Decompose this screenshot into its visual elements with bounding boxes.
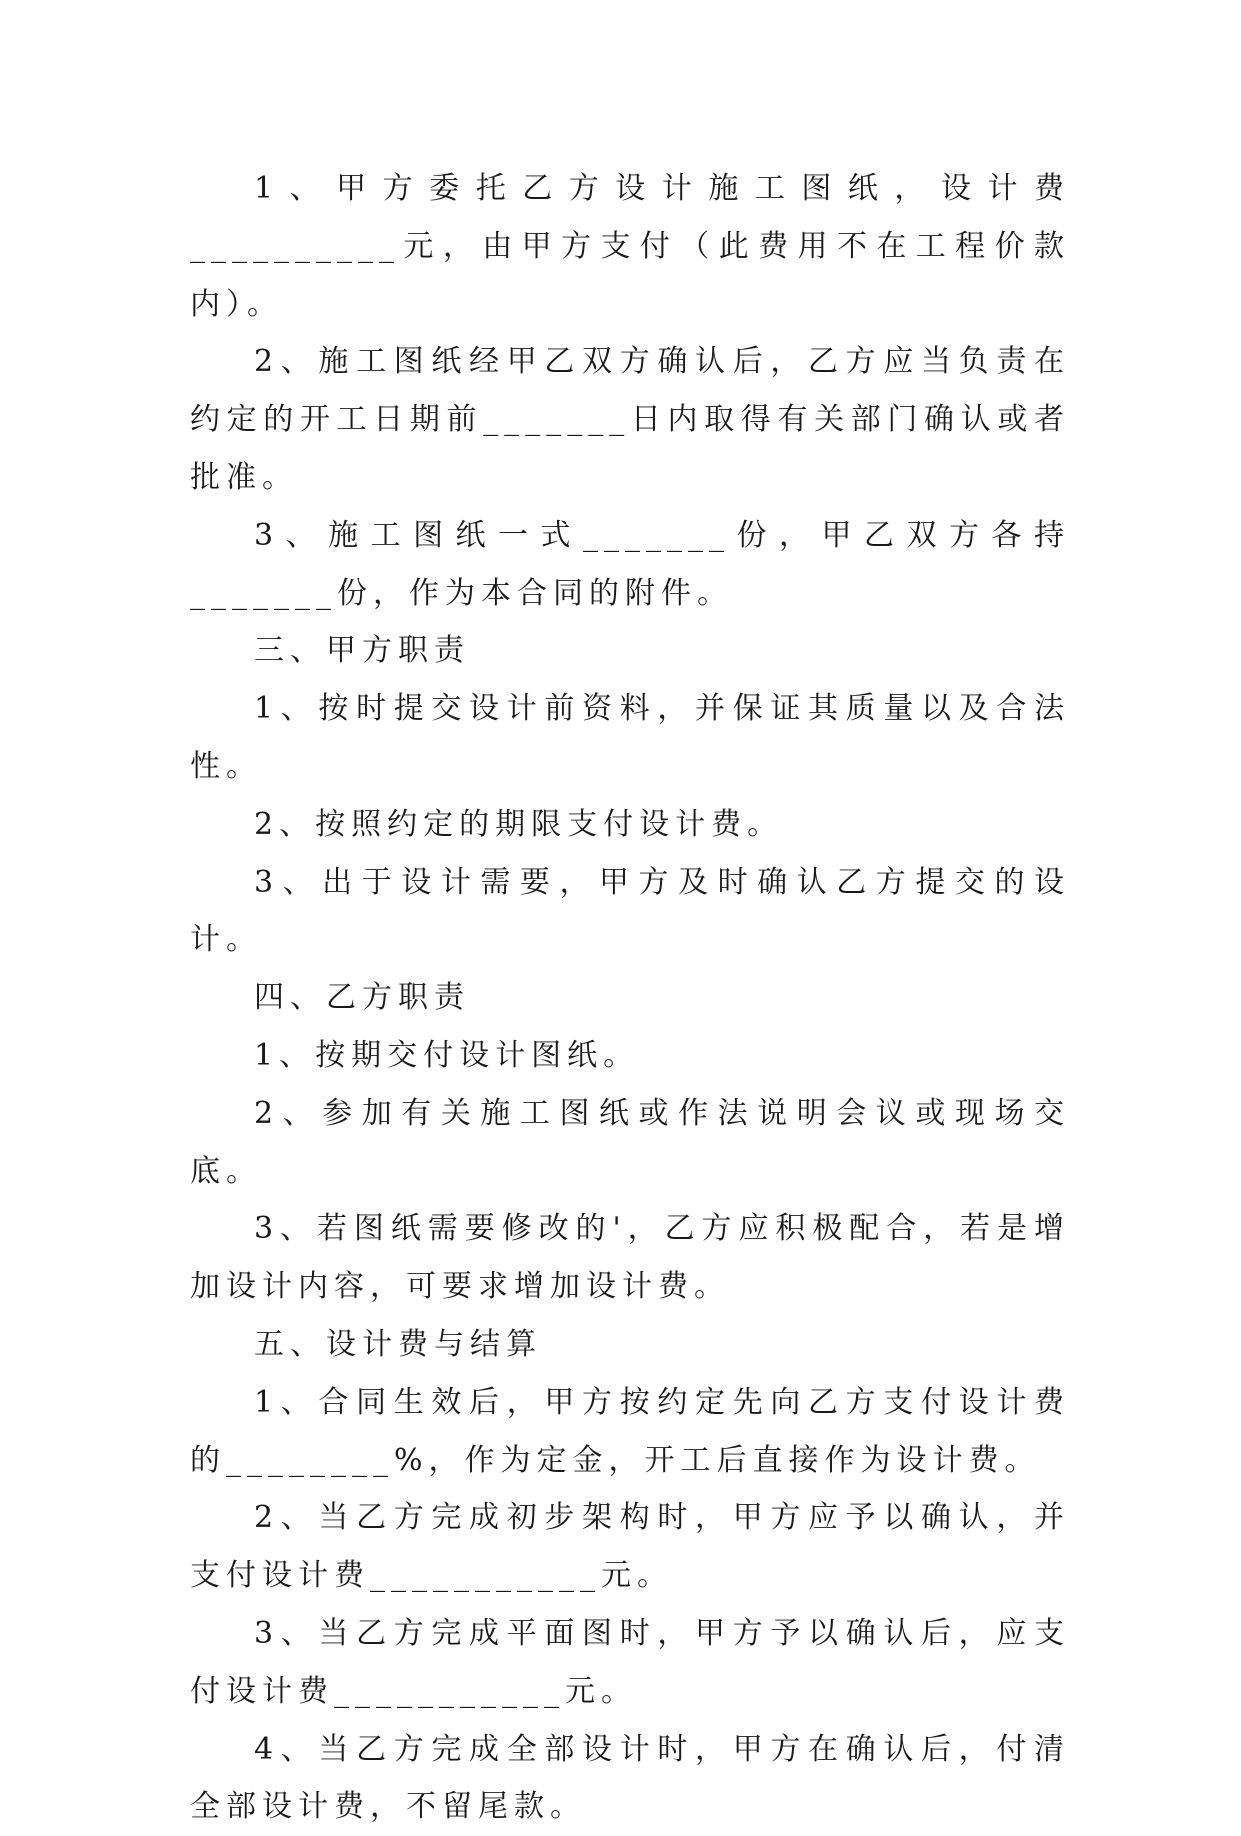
paragraph-fee-1: 1、合同生效后，甲方按约定先向乙方支付设计费的________%，作为定金，开工后直接作为设计费。: [190, 1384, 1070, 1478]
section-heading-party-b: 四、乙方职责: [254, 980, 470, 1016]
paragraph-design-fee: 1、甲方委托乙方设计施工图纸，设计费__________元，由甲方支付（此费用不在工程价款内）。: [190, 171, 1070, 322]
section-heading-fee-settlement: 五、设计费与结算: [254, 1326, 542, 1362]
paragraph-party-b-3: 3、若图纸需要修改的'，乙方应积极配合，若是增加设计内容，可要求增加设计费。: [190, 1211, 1070, 1305]
paragraph-fee-4: 4、当乙方完成全部设计时，甲方在确认后，付清全部设计费，不留尾款。: [190, 1731, 1070, 1825]
paragraph-party-b-2: 2、参加有关施工图纸或作法说明会议或现场交底。: [190, 1095, 1070, 1189]
paragraph-party-a-3: 3、出于设计需要，甲方及时确认乙方提交的设计。: [190, 864, 1070, 958]
paragraph-approval: 2、施工图纸经甲乙双方确认后，乙方应当负责在约定的开工日期前_______日内取得有关部门确认或者批准。: [190, 344, 1070, 495]
document-body: [190, 160, 1070, 1836]
paragraph-copies: 3、施工图纸一式_______份，甲乙双方各持_______份，作为本合同的附件。: [190, 517, 1070, 611]
paragraph-party-a-2: 2、按照约定的期限支付设计费。: [254, 806, 784, 842]
paragraph-fee-3: 3、当乙方完成平面图时，甲方予以确认后，应支付设计费___________元。: [190, 1615, 1070, 1709]
paragraph-fee-2: 2、当乙方完成初步架构时，甲方应予以确认，并支付设计费___________元。: [190, 1500, 1070, 1594]
paragraph-party-a-1: 1、按时提交设计前资料，并保证其质量以及合法性。: [190, 691, 1070, 784]
paragraph-party-b-1: 1、按期交付设计图纸。: [254, 1037, 640, 1073]
section-heading-party-a: 三、甲方职责: [254, 633, 470, 669]
